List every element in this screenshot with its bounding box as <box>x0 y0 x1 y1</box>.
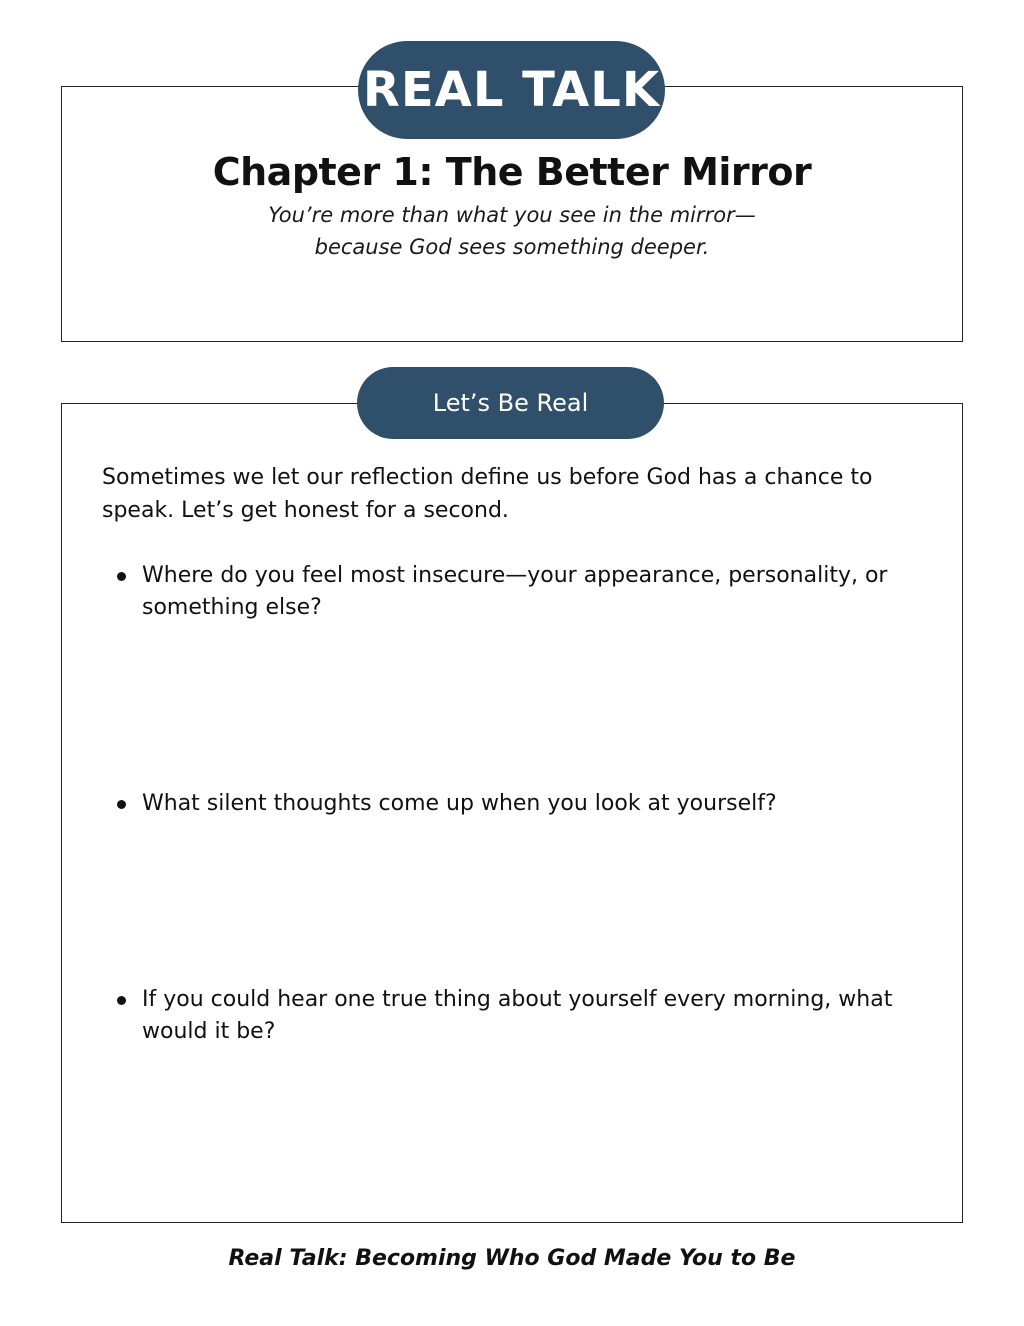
chapter-title: Chapter 1: The Better Mirror <box>212 150 812 194</box>
section-intro: Sometimes we let our reflection define us before God has a chance to speak. Let’s get honest for a second. <box>102 465 873 523</box>
question-item: What silent thoughts come up when you look at yourself? <box>142 791 777 816</box>
bullet-icon <box>117 996 126 1005</box>
brand-badge: REAL TALK <box>358 41 665 139</box>
bullet-icon <box>117 800 126 809</box>
chapter-subtitle-line-2: because God sees something deeper. <box>314 235 710 259</box>
question-item: If you could hear one true thing about yourself every morning, what would it be? <box>142 987 893 1044</box>
bullet-icon <box>117 572 126 581</box>
question-item: Where do you feel most insecure—your appearance, personality, or something else? <box>142 563 888 620</box>
footer-text: Real Talk: Becoming Who God Made You to Be <box>228 1246 796 1271</box>
section-label-badge: Let’s Be Real <box>357 367 664 439</box>
chapter-subtitle-line-1: You’re more than what you see in the mirror— <box>268 203 756 227</box>
